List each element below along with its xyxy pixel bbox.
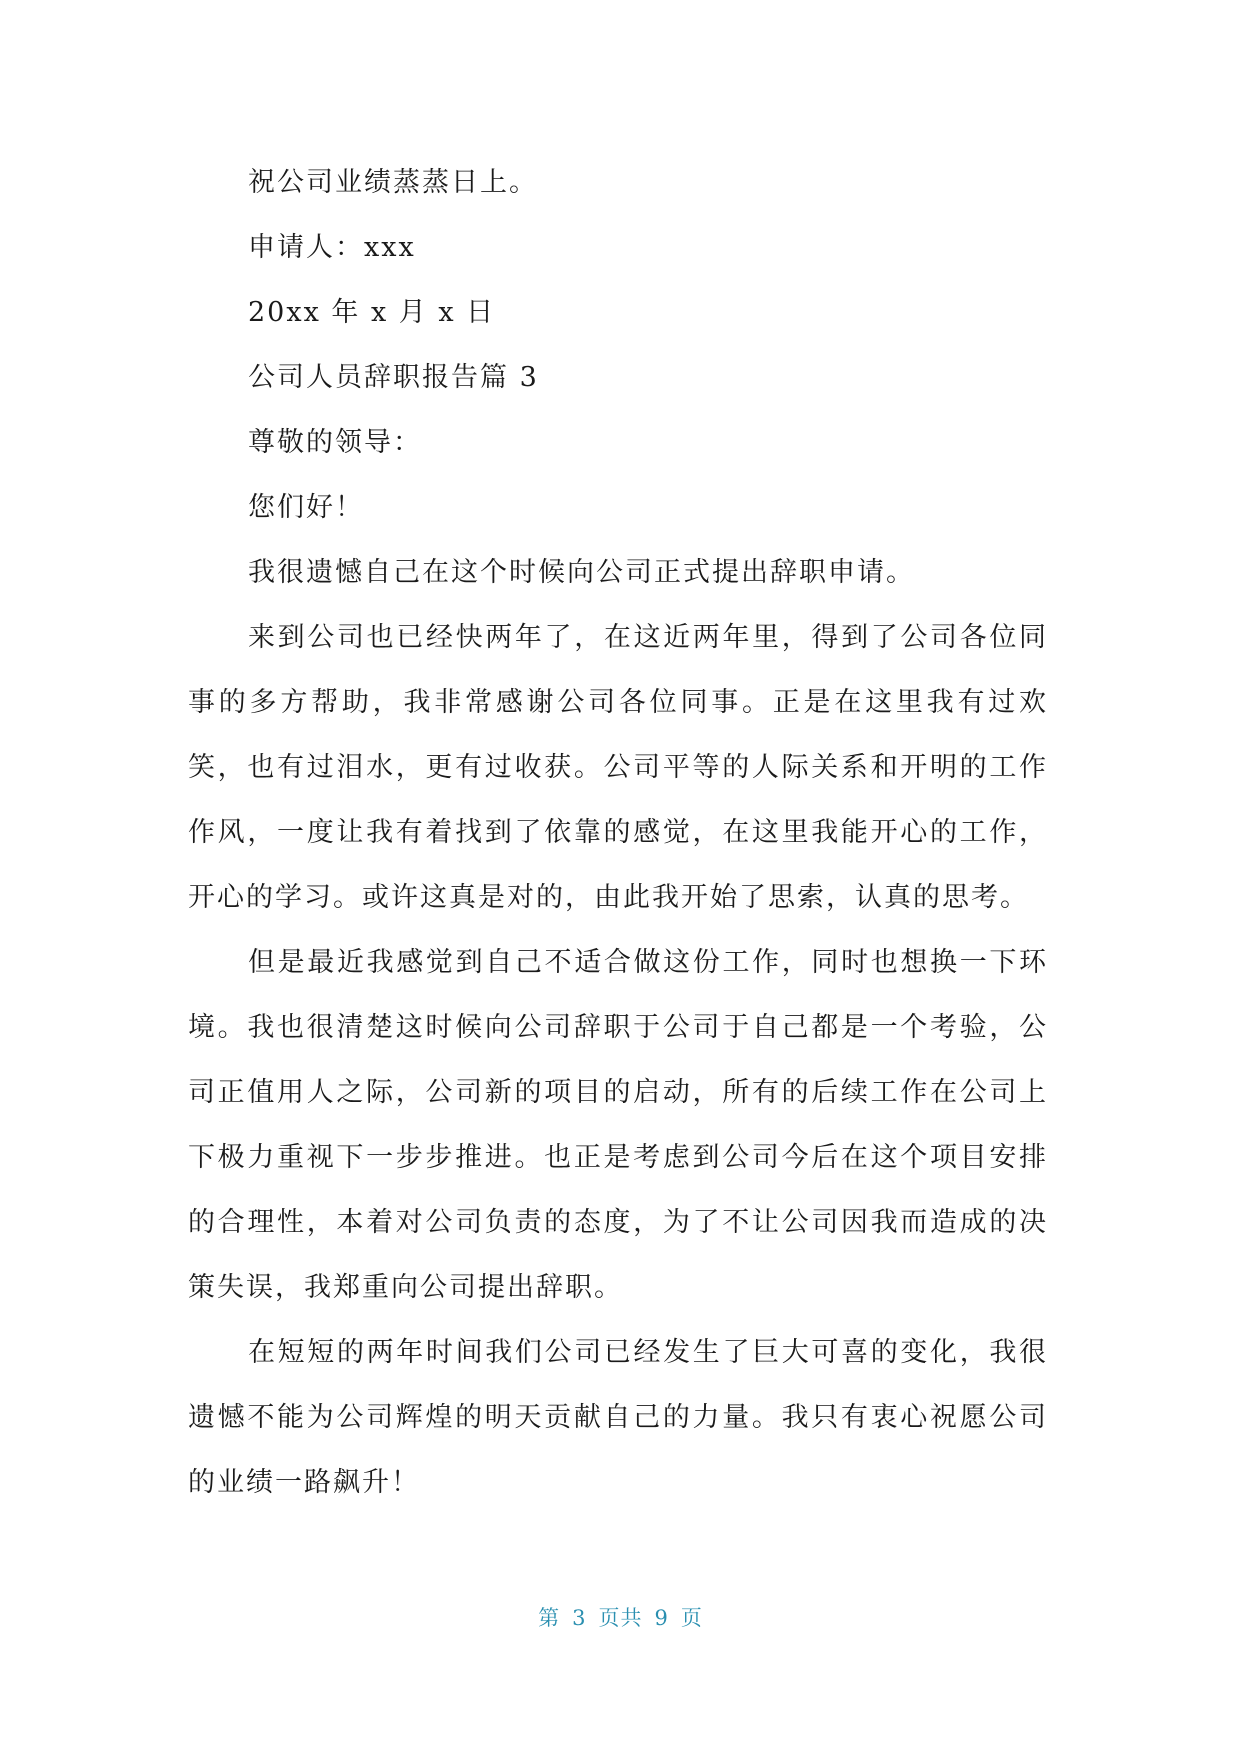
closing-wish: 祝公司业绩蒸蒸日上。 xyxy=(248,167,538,198)
paragraph-reason: 但是最近我感觉到自己不适合做这份工作，同时也想换一下环境。我也很清楚这时候向公司辞职于公司于自己都是一个考验，公司正值用人之际，公司新的项目的启动，所有的后续工作在公司上下极力重视下一步步推进。也正是考虑到公司今后在这个项目安排的合理性，本着对公司负责的态度，为了不让公司因我而造成的决策失误，我郑重向公司提出辞职。 xyxy=(188,947,1048,1303)
page-footer xyxy=(0,1602,1241,1632)
footer-middle: 页共 xyxy=(598,1606,643,1630)
opening-sentence: 我很遗憾自己在这个时候向公司正式提出辞职申请。 xyxy=(248,557,915,588)
footer-suffix: 页 xyxy=(680,1606,703,1630)
applicant-line: 申请人：xxx xyxy=(248,232,416,263)
paragraph-gratitude: 来到公司也已经快两年了，在这近两年里，得到了公司各位同事的多方帮助，我非常感谢公司各位同事。正是在这里我有过欢笑，也有过泪水，更有过收获。公司平等的人际关系和开明的工作作风，一度让我有着找到了依靠的感觉，在这里我能开心的工作，开心的学习。或许这真是对的，由此我开始了思索，认真的思考。 xyxy=(188,622,1048,913)
section-title: 公司人员辞职报告篇 3 xyxy=(248,362,539,393)
footer-current-page: 3 xyxy=(572,1606,587,1630)
greeting: 您们好！ xyxy=(248,492,364,523)
footer-total-pages: 9 xyxy=(654,1606,669,1630)
salutation: 尊敬的领导： xyxy=(248,427,422,458)
date-line: 20xx 年 x 月 x 日 xyxy=(248,297,496,328)
footer-prefix: 第 xyxy=(538,1606,561,1630)
paragraph-closing: 在短短的两年时间我们公司已经发生了巨大可喜的变化，我很遗憾不能为公司辉煌的明天贡献自己的力量。我只有衷心祝愿公司的业绩一路飙升！ xyxy=(188,1337,1048,1498)
document-body xyxy=(188,150,1048,1515)
